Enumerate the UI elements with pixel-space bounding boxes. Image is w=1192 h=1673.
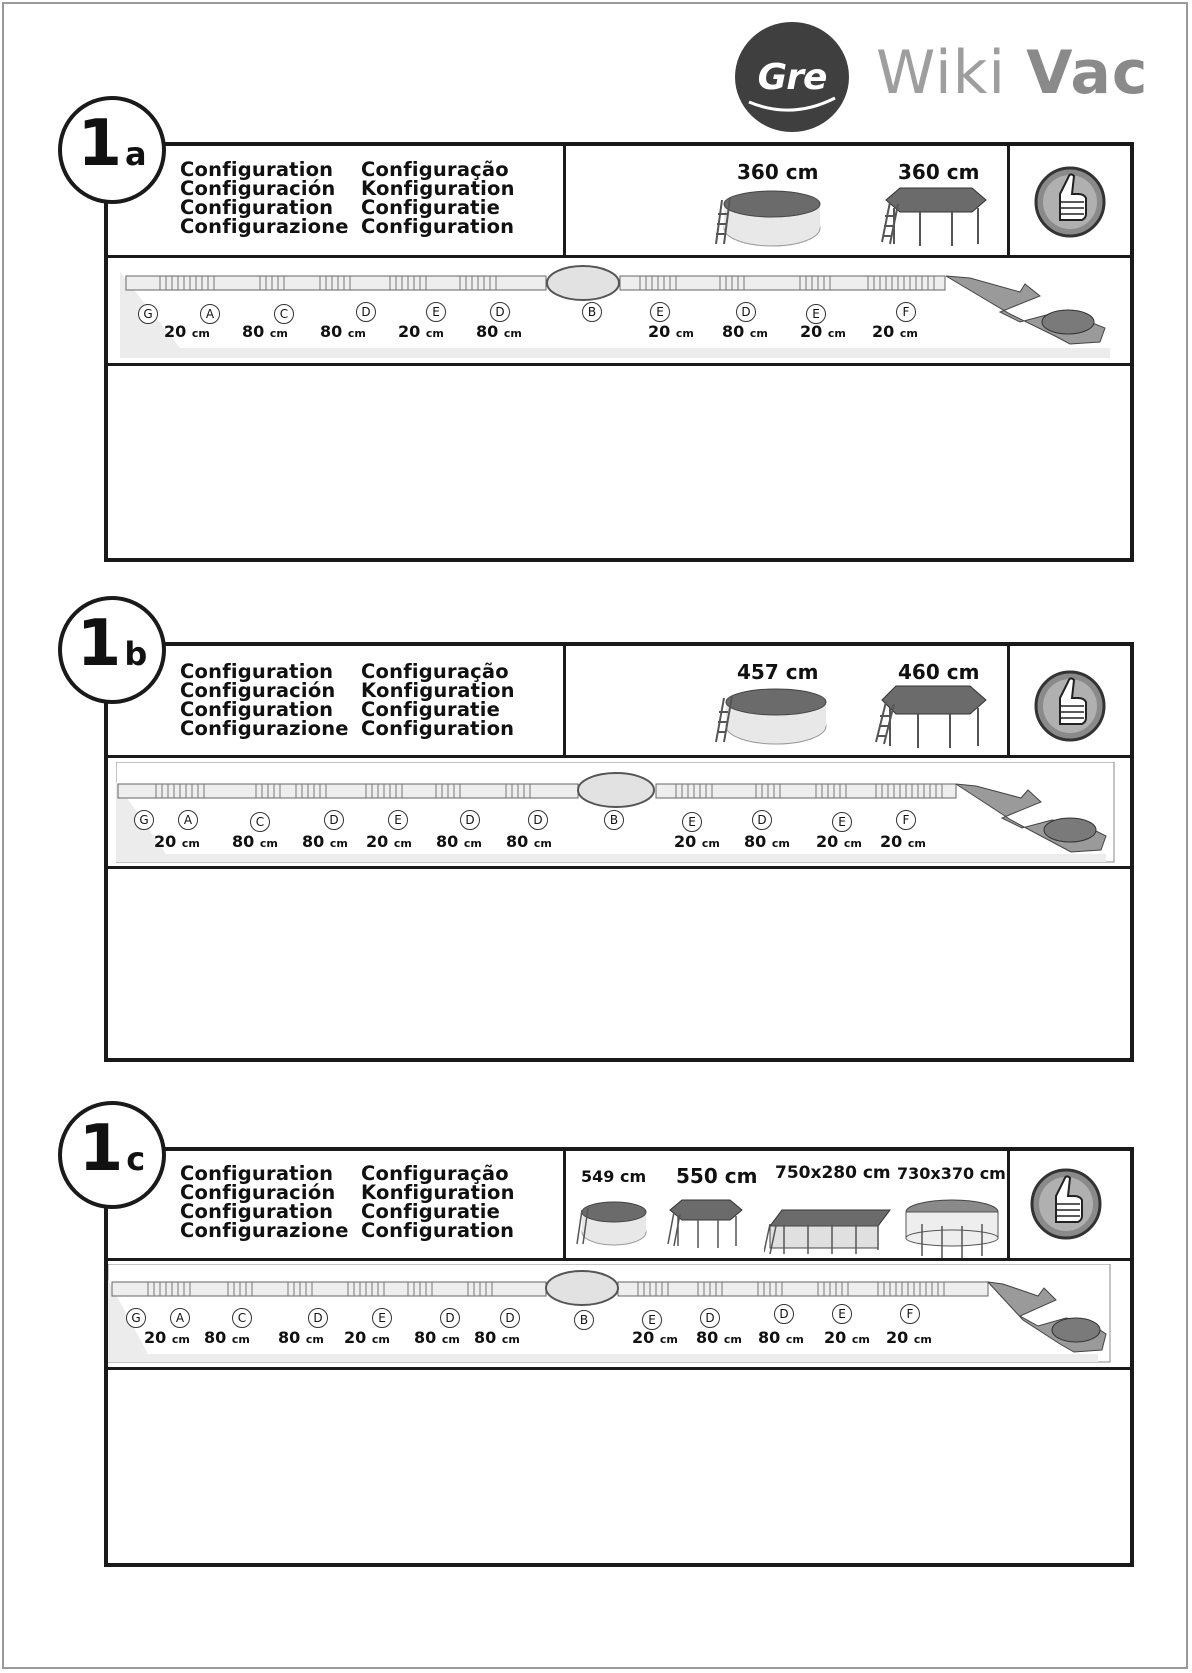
round-pool-icon xyxy=(712,684,830,746)
length-label: 80 cm xyxy=(744,832,790,851)
part-label: E xyxy=(832,1304,852,1324)
length-label: 80 cm xyxy=(414,1328,460,1347)
length-label: 80 cm xyxy=(506,832,552,851)
part-label: D xyxy=(752,810,772,830)
configuration-labels: Configuração Konfiguration Configuratie Configuration xyxy=(361,660,515,740)
frame-pool-icon xyxy=(874,680,992,750)
length-label: 80 cm xyxy=(302,832,348,851)
part-label: A xyxy=(178,810,198,830)
hose-assembly-1b xyxy=(116,762,1116,864)
length-label: 20 cm xyxy=(872,322,918,341)
part-label: D xyxy=(528,810,548,830)
length-label: 20 cm xyxy=(632,1328,678,1347)
length-label: 20 cm xyxy=(800,322,846,341)
divider xyxy=(563,142,566,258)
part-label: D xyxy=(460,810,480,830)
part-label: E xyxy=(426,302,446,322)
part-label: E xyxy=(832,812,852,832)
rectangular-pool-icon xyxy=(764,1206,896,1256)
frame-pool-icon xyxy=(880,182,992,248)
divider xyxy=(563,1147,566,1261)
part-label: E xyxy=(806,304,826,324)
length-label: 20 cm xyxy=(366,832,412,851)
thumbs-up-icon xyxy=(1032,668,1108,744)
length-label: 80 cm xyxy=(320,322,366,341)
length-label: 20 cm xyxy=(816,832,862,851)
length-label: 80 cm xyxy=(204,1328,250,1347)
pool-size-label: 460 cm xyxy=(898,660,980,684)
length-label: 80 cm xyxy=(722,322,768,341)
configuration-labels: Configuration Configuración Configuration Configurazione xyxy=(180,158,349,238)
length-label: 80 cm xyxy=(436,832,482,851)
pool-size-label: 360 cm xyxy=(898,160,980,184)
divider xyxy=(104,1367,1134,1370)
step-badge-1a: 1 a xyxy=(58,96,166,204)
part-label: C xyxy=(250,812,270,832)
divider xyxy=(104,755,1134,758)
step-badge-1c: 1 c xyxy=(58,1101,166,1209)
thumbs-up-icon xyxy=(1028,1166,1104,1242)
pool-size-label: 457 cm xyxy=(737,660,819,684)
pool-size-label: 360 cm xyxy=(737,160,819,184)
part-label: D xyxy=(356,302,376,322)
part-label: D xyxy=(774,1304,794,1324)
length-label: 20 cm xyxy=(344,1328,390,1347)
pool-size-label: 730x370 cm xyxy=(897,1164,1006,1183)
round-pool-icon xyxy=(712,186,822,248)
length-label: 80 cm xyxy=(758,1328,804,1347)
part-label: E xyxy=(650,302,670,322)
length-label: 20 cm xyxy=(824,1328,870,1347)
length-label: 80 cm xyxy=(476,322,522,341)
part-label: D xyxy=(324,810,344,830)
part-label: B xyxy=(582,302,602,322)
length-label: 20 cm xyxy=(398,322,444,341)
round-pool-icon xyxy=(574,1198,648,1248)
part-label: E xyxy=(388,810,408,830)
configuration-labels: Configuração Konfiguration Configuratie Configuration xyxy=(361,158,515,238)
hose-assembly-1a xyxy=(120,262,1125,360)
part-label: F xyxy=(896,302,916,322)
part-label: B xyxy=(574,1310,594,1330)
pool-size-label: 750x280 cm xyxy=(775,1163,891,1183)
divider xyxy=(563,642,566,758)
length-label: 80 cm xyxy=(696,1328,742,1347)
oval-pool-icon xyxy=(902,1198,1004,1260)
configuration-labels: Configuration Configuración Configuration Configurazione xyxy=(180,660,349,740)
length-label: 80 cm xyxy=(278,1328,324,1347)
part-label: D xyxy=(500,1308,520,1328)
part-label: C xyxy=(274,304,294,324)
divider xyxy=(104,363,1134,366)
length-label: 20 cm xyxy=(880,832,926,851)
hose-assembly-diagram xyxy=(108,1264,1112,1364)
part-label: D xyxy=(490,302,510,322)
divider xyxy=(104,255,1134,258)
length-label: 20 cm xyxy=(144,1328,190,1347)
frame-pool-icon xyxy=(666,1196,746,1250)
length-label: 20 cm xyxy=(886,1328,932,1347)
part-label: D xyxy=(700,1308,720,1328)
part-label: F xyxy=(896,810,916,830)
gre-logo xyxy=(735,22,849,132)
length-label: 20 cm xyxy=(674,832,720,851)
part-label: D xyxy=(308,1308,328,1328)
part-label: C xyxy=(232,1308,252,1328)
pool-size-label: 549 cm xyxy=(581,1167,647,1186)
configuration-labels: Configuration Configuración Configuration Configurazione xyxy=(180,1162,349,1242)
step-badge-1b: 1 b xyxy=(58,596,166,704)
part-label: A xyxy=(200,304,220,324)
part-label: E xyxy=(682,812,702,832)
length-label: 80 cm xyxy=(474,1328,520,1347)
part-label: G xyxy=(134,810,154,830)
thumbs-up-icon xyxy=(1032,164,1108,240)
logo-swoosh-icon xyxy=(745,96,839,116)
part-label: D xyxy=(440,1308,460,1328)
divider xyxy=(1007,1147,1010,1261)
hose-assembly-diagram xyxy=(120,262,1125,360)
divider xyxy=(104,866,1134,869)
part-label: B xyxy=(604,810,624,830)
length-label: 20 cm xyxy=(164,322,210,341)
length-label: 20 cm xyxy=(154,832,200,851)
length-label: 80 cm xyxy=(242,322,288,341)
configuration-labels: Configuração Konfiguration Configuratie Configuration xyxy=(361,1162,515,1242)
pool-size-label: 550 cm xyxy=(676,1164,758,1188)
part-label: G xyxy=(126,1308,146,1328)
part-label: D xyxy=(736,302,756,322)
brand-name: Gre xyxy=(757,56,827,98)
hose-assembly-1c xyxy=(108,1264,1112,1364)
product-name: Wiki Vac xyxy=(876,38,1149,108)
divider xyxy=(1007,142,1010,258)
part-label: E xyxy=(372,1308,392,1328)
length-label: 20 cm xyxy=(648,322,694,341)
part-label: A xyxy=(170,1308,190,1328)
part-label: F xyxy=(900,1304,920,1324)
divider xyxy=(1007,642,1010,758)
length-label: 80 cm xyxy=(232,832,278,851)
part-label: E xyxy=(642,1310,662,1330)
part-label: G xyxy=(138,304,158,324)
